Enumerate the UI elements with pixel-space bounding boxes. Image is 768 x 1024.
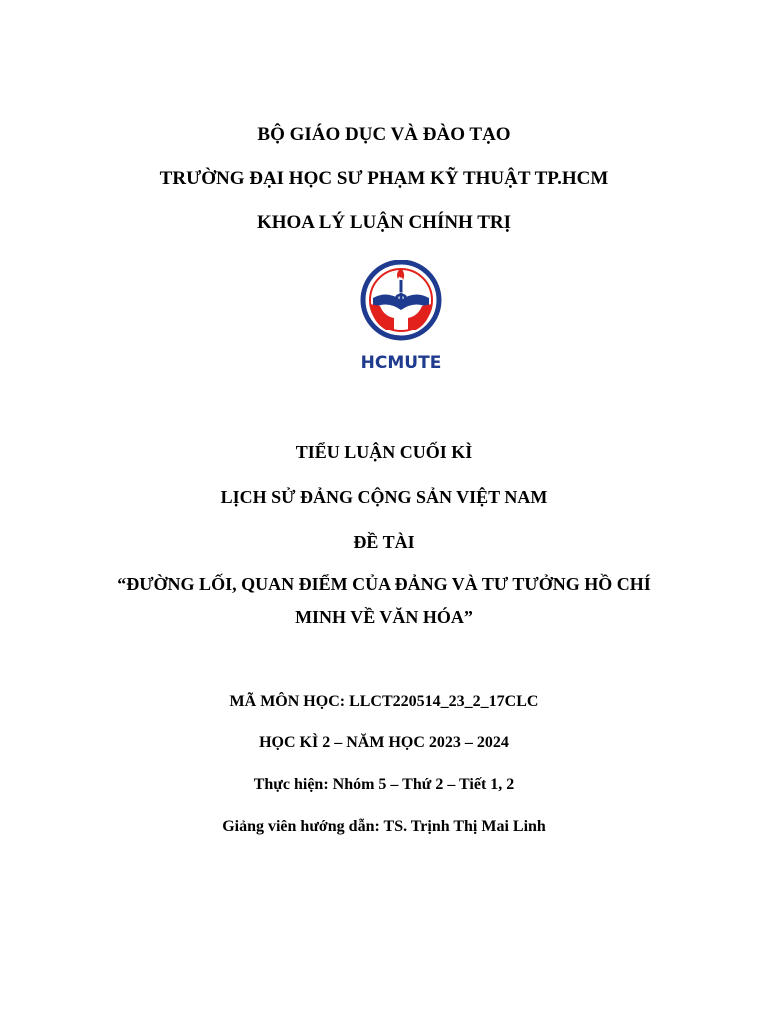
group-info: Thực hiện: Nhóm 5 – Thứ 2 – Tiết 1, 2 [253, 776, 515, 793]
logo-wordmark: HCMUTE [360, 353, 442, 372]
logo-phi-symbol: Φ [394, 289, 408, 308]
topic-title-line-2: MINH VỀ VĂN HÓA” [295, 607, 473, 627]
faculty-name: KHOA LÝ LUẬN CHÍNH TRỊ [256, 212, 512, 233]
essay-type: TIỂU LUẬN CUỐI KÌ [295, 442, 473, 462]
lecturer-info: Giảng viên hướng dẫn: TS. Trịnh Thị Mai Linh [222, 818, 546, 835]
university-name: TRƯỜNG ĐẠI HỌC SƯ PHẠM KỸ THUẬT TP.HCM [159, 168, 609, 189]
semester-info: HỌC KÌ 2 – NĂM HỌC 2023 – 2024 [259, 734, 509, 751]
topic-label: ĐỀ TÀI [353, 532, 415, 552]
hcmute-logo [356, 260, 446, 372]
ministry-name: BỘ GIÁO DỤC VÀ ĐÀO TẠO [257, 124, 511, 145]
topic-title-line-1: “ĐƯỜNG LỐI, QUAN ĐIỂM CỦA ĐẢNG VÀ TƯ TƯỞNG HỒ CHÍ [117, 574, 651, 594]
subject-name: LỊCH SỬ ĐẢNG CỘNG SẢN VIỆT NAM [220, 487, 548, 507]
course-code: MÃ MÔN HỌC: LLCT220514_23_2_17CLC [229, 693, 539, 710]
